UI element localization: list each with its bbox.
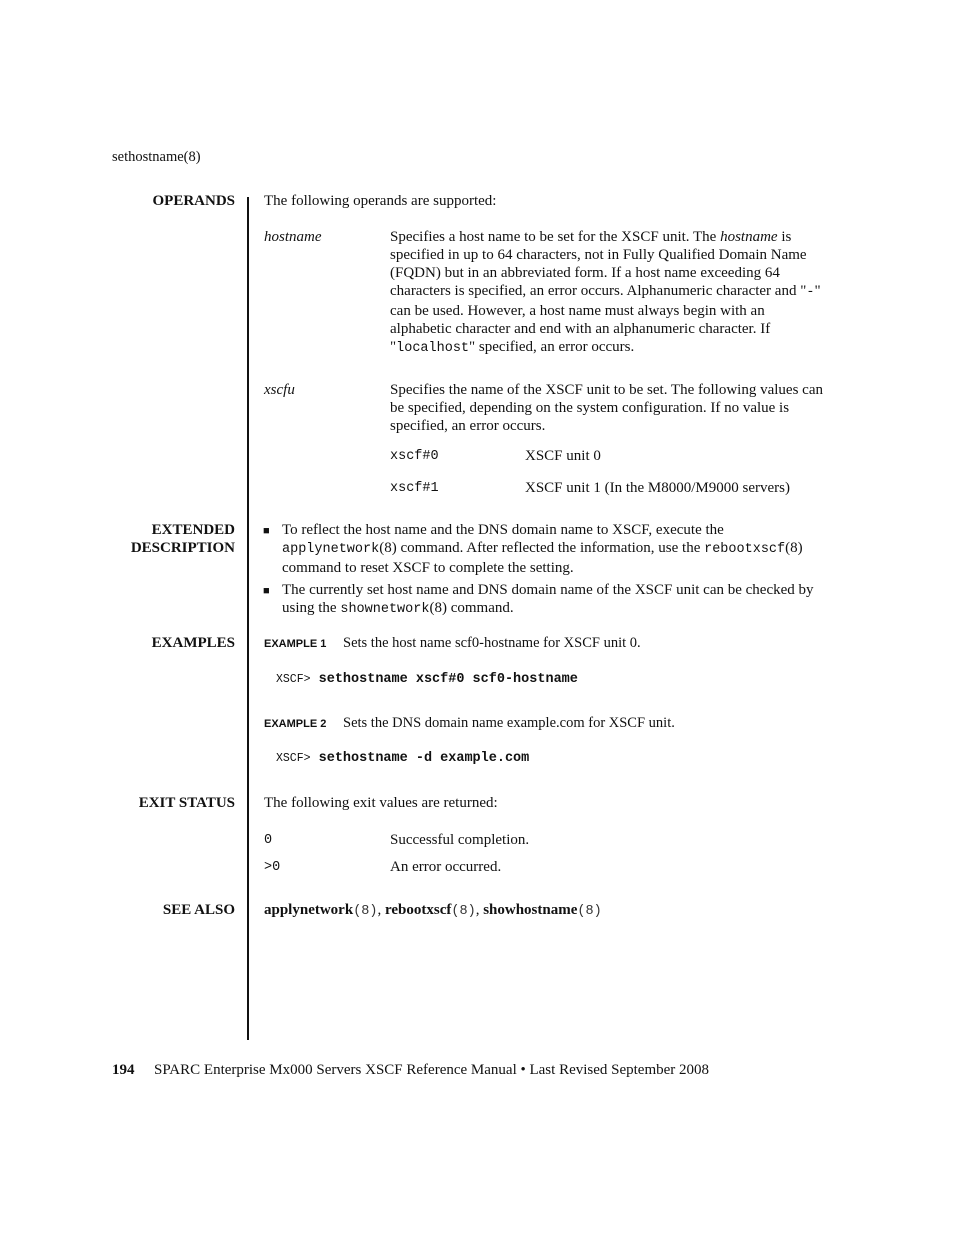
operand-desc-hostname: Specifies a host name to be set for the XSCF unit. The hostname is specified in up to 64 characters, not in Fully Qualified Domain Name (FQDN) but in an abbreviated form. If a host name exceeding 64 characters is specified, an error occurs. Alphanumeric character and "-" can be used. However, a host name must always begin with an alphabetic character and end with an alphanumeric character. If "localhost" specified, an error occurs. <box>390 229 821 356</box>
exit-code-desc: An error occurred. <box>390 859 502 875</box>
bullet-item: The currently set host name and DNS domain name of the XSCF unit can be checked by using the shownetwork(8) command. <box>282 582 814 617</box>
footer-text: SPARC Enterprise Mx000 Servers XSCF Reference Manual • Last Revised September 2008 <box>154 1062 710 1078</box>
exit-code: >0 <box>264 860 281 875</box>
xscfu-value-text: XSCF unit 0 <box>525 448 601 464</box>
running-head: sethostname(8) <box>112 149 201 165</box>
example-command-line: XSCF> sethostname xscf#0 scf0-hostname <box>276 672 578 687</box>
xscfu-value-code: xscf#0 <box>390 449 439 464</box>
exit-code: 0 <box>264 833 273 848</box>
bullet-icon: ■ <box>263 525 270 537</box>
xscfu-value-code: xscf#1 <box>390 481 439 496</box>
section-heading-extended: EXTENDED <box>151 522 235 538</box>
example-label: EXAMPLE 1 <box>264 638 327 650</box>
page-number: 194 <box>112 1062 135 1078</box>
section-heading-examples: EXAMPLES <box>151 635 235 651</box>
operands-intro: The following operands are supported: <box>264 193 497 209</box>
bullet-icon: ■ <box>263 585 270 597</box>
operand-desc-xscfu: Specifies the name of the XSCF unit to be set. The following values can be specified, depending on the system configuration. If no value is specified, an error occurs. <box>390 382 823 434</box>
example-command-line: XSCF> sethostname -d example.com <box>276 751 530 766</box>
bullet-item: To reflect the host name and the DNS domain name to XSCF, execute the applynetwork(8) command. After reflected the information, use the rebootxscf(8) command to reset XSCF to complete the setting. <box>282 522 803 576</box>
section-heading-description: DESCRIPTION <box>130 540 235 556</box>
vertical-rule <box>247 197 249 1040</box>
example-text: Sets the host name scf0-hostname for XSCF unit 0. <box>343 635 641 651</box>
example-label: EXAMPLE 2 <box>264 718 327 730</box>
section-heading-operands: OPERANDS <box>152 193 235 209</box>
exit-code-desc: Successful completion. <box>390 832 530 848</box>
exit-status-intro: The following exit values are returned: <box>264 795 498 811</box>
operand-term-hostname: hostname <box>264 229 322 245</box>
xscfu-value-text: XSCF unit 1 (In the M8000/M9000 servers) <box>525 480 790 496</box>
section-heading-see-also: SEE ALSO <box>162 902 235 918</box>
example-text: Sets the DNS domain name example.com for XSCF unit. <box>343 715 675 731</box>
see-also-list: applynetwork(8), rebootxscf(8), showhostname(8) <box>264 902 602 919</box>
section-heading-exit-status: EXIT STATUS <box>138 795 235 811</box>
operand-term-xscfu: xscfu <box>264 382 295 398</box>
